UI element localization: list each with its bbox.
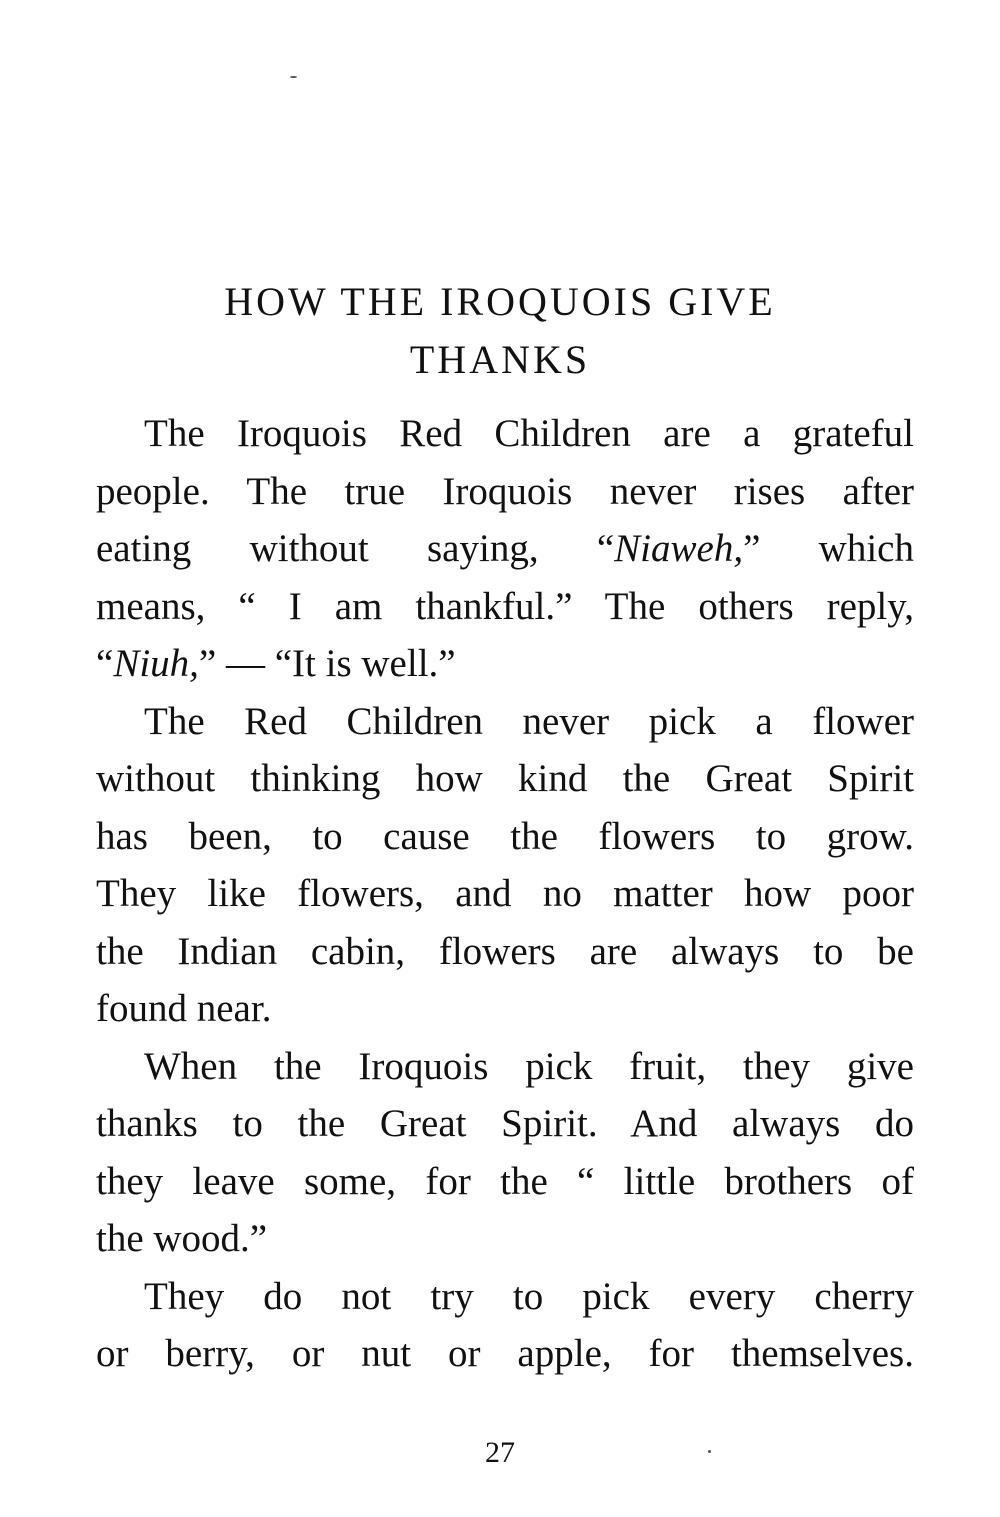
text-line: they leave some, for the “ little brothers of <box>96 1159 914 1203</box>
text-line: found near. <box>96 987 272 1030</box>
italic-word: Niaweh, <box>614 527 744 570</box>
chapter-title-line-1: HOW THE IROQUOIS GIVE <box>224 279 776 324</box>
text-line: thanks to the Great Spirit. And always do <box>96 1102 914 1145</box>
text-line: When the Iroquois pick fruit, they give <box>144 1044 914 1088</box>
paragraph-3 <box>96 1038 914 1268</box>
text-line: the wood.” <box>96 1217 268 1260</box>
ink-speck <box>290 76 297 78</box>
paragraph-1 <box>96 405 914 693</box>
chapter-title <box>0 273 1000 389</box>
page-number: 27 <box>485 1436 515 1469</box>
text-line: or berry, or nut or apple, for themselves. <box>96 1332 914 1375</box>
text-line: eating without saying, “Niaweh,” which <box>96 527 914 570</box>
text-line: They like flowers, and no matter how poor <box>96 872 914 915</box>
chapter-title-line-2: THANKS <box>409 337 591 382</box>
ink-speck <box>708 1450 711 1453</box>
italic-word: Niuh, <box>113 642 199 685</box>
text-line: The Red Children never pick a flower <box>144 699 914 743</box>
text-line: means, “ I am thankful.” The others reply, <box>96 584 914 628</box>
paragraph-4 <box>96 1268 914 1383</box>
text-line: people. The true Iroquois never rises after <box>96 469 914 513</box>
text-line: The Iroquois Red Children are a grateful <box>144 412 914 455</box>
text-line: They do not try to pick every cherry <box>144 1274 914 1318</box>
body-text <box>96 405 914 1383</box>
paragraph-2 <box>96 693 914 1038</box>
text-line: without thinking how kind the Great Spirit <box>96 757 914 800</box>
text-line: the Indian cabin, flowers are always to be <box>96 929 914 973</box>
text-line: has been, to cause the flowers to grow. <box>96 814 914 858</box>
text-line: “Niuh,” — “It is well.” <box>96 642 456 685</box>
